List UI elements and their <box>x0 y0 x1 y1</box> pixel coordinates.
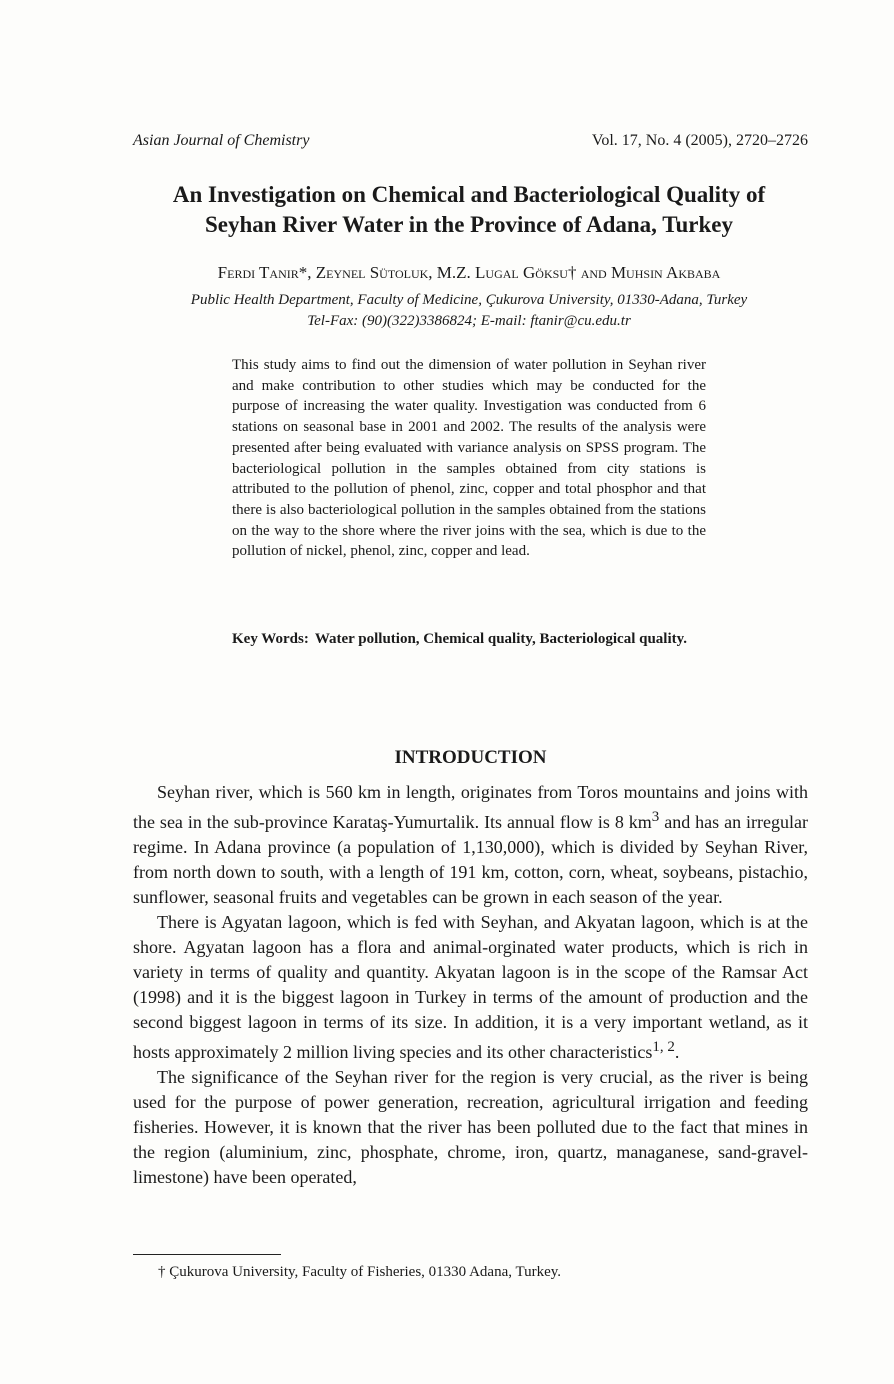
paragraph-3: The significance of the Seyhan river for the region is very crucial, as the river is being used for the purpose of power generation, recreation, agricultural irrigation and feeding fisheries. However, it is known that the river has been polluted due to the fact that mines in the region (aluminium, zinc, phosphate, chrome, iron, quartz, managanese, sand-gravel-limestone) have been operated, <box>133 1067 808 1187</box>
title-line-1: An Investigation on Chemical and Bacteriological Quality of <box>172 182 766 207</box>
section-heading: INTRODUCTION <box>394 747 547 768</box>
keywords-list: Water pollution, Chemical quality, Bacteriological quality. <box>314 631 688 647</box>
paragraph-2 <box>133 910 808 1065</box>
paragraph-1-text-b: and has an irregular regime. In Adana province (a population of 1,130,000), which is divided by Seyhan River, from north down to south, with a length of 191 km, cotton, corn, wheat, soybeans, pistachio, sunflower, seasonal fruits and vegetables can be grown in each season of the year. <box>133 812 809 907</box>
citation-ref: 1, 2 <box>652 1039 675 1055</box>
abstract: This study aims to find out the dimension of water pollution in Seyhan river and make contribution to other studies which may be conducted for the purpose of increasing the water quality. Investigation was conducted from 6 stations on seasonal base in 2001 and 2002. The results of the analysis were presented after being evaluated with variance analysis on SPSS program. The bacteriological pollution in the samples obtained from city stations is attributed to the pollution of phenol, zinc, copper and total phosphor and that there is also bacteriological pollution in the samples obtained from the stations on the way to the shore where the river joins with the sea, which is due to the pollution of nickel, phenol, zinc, copper and lead. <box>232 357 706 560</box>
affiliation: Public Health Department, Faculty of Medicine, Çukurova University, 01330-Adana, Turkey <box>190 292 748 308</box>
keywords <box>232 629 706 650</box>
paragraph-1-text-a: Seyhan river, which is 560 km in length, originates from Toros mountains and joins with the sea in the sub-province Karataş-Yumurtalik. Its annual flow is 8 km <box>133 782 808 832</box>
title-line-2: Seyhan River Water in the Province of Adana, Turkey <box>205 212 733 237</box>
keywords-label: Key Words: <box>232 631 309 647</box>
author-list: Ferdi Tanir*, Zeynel Sütoluk, M.Z. Lugal Göksu† and Muhsin Akbaba <box>217 263 721 282</box>
introduction-body <box>133 780 808 1190</box>
superscript-cubed: 3 <box>651 809 660 825</box>
footnote-divider <box>133 1254 281 1255</box>
footnote: † Çukurova University, Faculty of Fisheries, 01330 Adana, Turkey. <box>158 1264 562 1280</box>
volume-info: Vol. 17, No. 4 (2005), 2720–2726 <box>591 132 808 149</box>
journal-name: Asian Journal of Chemistry <box>133 132 310 149</box>
paragraph-2-text-b: . <box>674 1042 680 1062</box>
affiliation-block <box>100 290 838 332</box>
paragraph-1 <box>133 780 808 910</box>
paper-title <box>100 180 838 240</box>
paragraph-2-text-a: There is Agyatan lagoon, which is fed with Seyhan, and Akyatan lagoon, which is at the shore. Agyatan lagoon has a flora and animal-orginated water products, which is rich in variety in terms of quality and quantity. Akyatan lagoon is in the scope of the Ramsar Act (1998) and it is the biggest lagoon in Turkey in terms of the amount of production and the second biggest lagoon in terms of its size. In addition, it is a very important wetland, as it hosts approximately 2 million living species and its other characteristics <box>133 912 808 1062</box>
contact-info: Tel-Fax: (90)(322)3386824; E-mail: ftanir@cu.edu.tr <box>307 313 631 329</box>
